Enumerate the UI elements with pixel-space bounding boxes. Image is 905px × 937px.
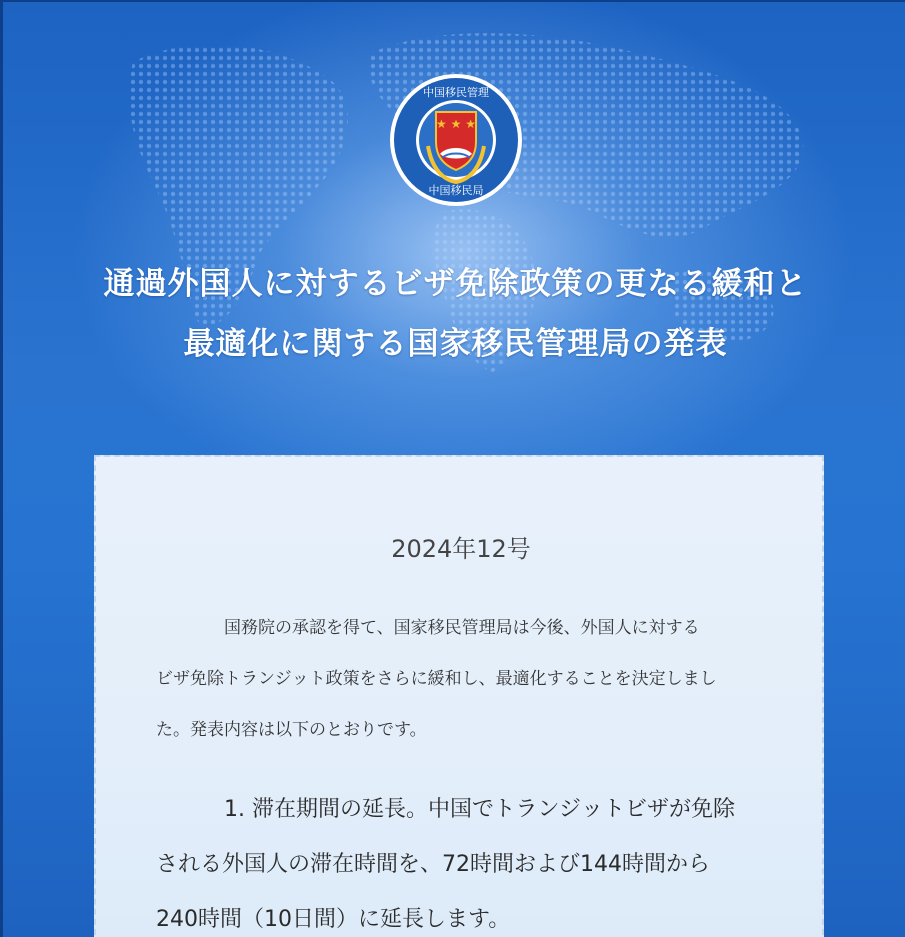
national-immigration-administration-emblem [388, 72, 524, 208]
issue-number: 2024年12号 [391, 535, 531, 563]
notice-card [94, 455, 824, 937]
intro-paragraph [156, 603, 756, 756]
svg-text:中国移民局: 中国移民局 [428, 184, 484, 197]
intro-line-2: ビザ免除トランジット政策をさらに緩和し、最適化することを決定しまし [156, 669, 717, 689]
item-1-line-2: される外国人の滞在時間を、72時間および144時間から [156, 852, 710, 877]
item-1-line-1: 1. 滞在期間の延長。中国でトランジットビザが免除 [224, 797, 735, 822]
svg-text:中国移民管理: 中国移民管理 [423, 86, 489, 99]
intro-line-1: 国務院の承認を得て、国家移民管理局は今後、外国人に対する [224, 618, 700, 638]
item-1-paragraph [156, 782, 766, 937]
announcement-title-line-2: 最適化に関する国家移民管理局の発表 [183, 326, 728, 362]
intro-line-3: た。発表内容は以下のとおりです。 [156, 720, 427, 740]
item-1-line-3: 240時間（10日間）に延長します。 [156, 907, 511, 932]
svg-text:★ ★ ★: ★ ★ ★ [436, 117, 476, 131]
announcement-title-line-1: 通過外国人に対するビザ免除政策の更なる緩和と [103, 266, 808, 302]
